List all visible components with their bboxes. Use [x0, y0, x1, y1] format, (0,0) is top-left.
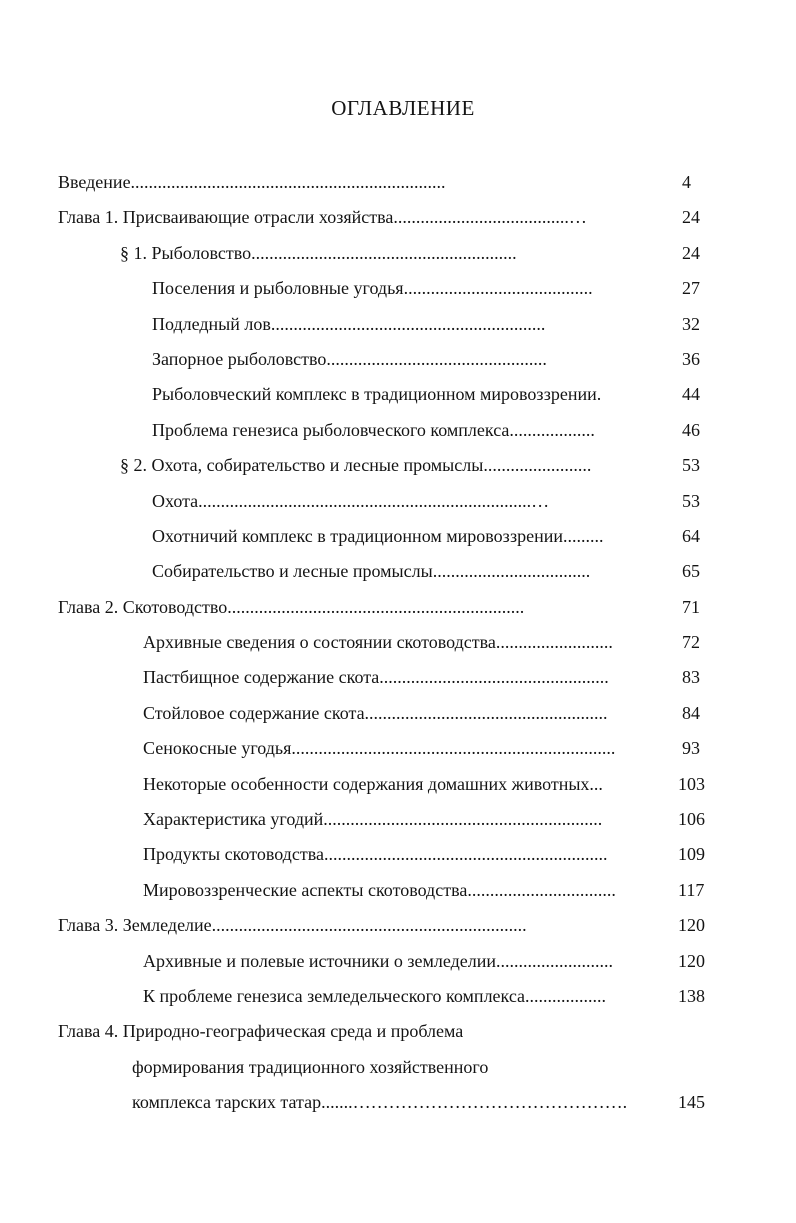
toc-entry	[0, 699, 796, 734]
toc-entry-page: 44	[682, 384, 700, 405]
toc-entry	[0, 663, 796, 698]
page-title: ОГЛАВЛЕНИЕ	[331, 96, 475, 120]
toc-entry-page: 138	[678, 985, 705, 1006]
toc-entry	[0, 947, 796, 982]
toc-entry-text: К проблеме генезиса земледельческого комплекса..................	[143, 985, 607, 1006]
toc-entry	[0, 274, 796, 309]
toc-entry-text: Глава 3. Земледелие......................................................................	[58, 915, 527, 936]
toc-entry-text: Мировоззренческие аспекты скотоводства.................................	[143, 879, 616, 900]
toc-entry-text: Стойловое содержание скота......................................................	[143, 702, 608, 723]
toc-entry-text: Архивные сведения о состоянии скотоводства..........................	[143, 632, 613, 653]
toc-entry	[0, 593, 796, 628]
toc-entry-page: 53	[682, 455, 700, 476]
toc-entry-text: Характеристика угодий..............................................................	[143, 809, 603, 830]
toc-entry-page: 27	[682, 278, 700, 299]
toc-entry-text: Глава 2. Скотоводство..................................................................	[58, 596, 525, 617]
toc-entry-text: Глава 4. Природно-географическая среда и проблема	[58, 1021, 464, 1042]
toc-entry	[0, 522, 796, 557]
toc-entry-text: Рыболовческий комплекс в традиционном мировоззрении.	[152, 384, 602, 405]
toc-entry	[0, 345, 796, 380]
toc-entry-text: Собирательство и лесные промыслы...................................	[152, 561, 591, 582]
toc-entry-page: 117	[678, 879, 705, 900]
toc-entry	[0, 239, 796, 274]
toc-entry	[0, 770, 796, 805]
toc-entry	[0, 451, 796, 486]
toc-entry-page: 4	[682, 172, 691, 192]
toc-entry	[0, 982, 796, 1017]
toc-entry-text: Поселения и рыболовные угодья..........................................	[152, 278, 593, 299]
toc-entry-page: 24	[682, 207, 700, 228]
toc-entry	[0, 734, 796, 769]
toc-entry-page: 24	[682, 242, 700, 263]
toc-entry-text: формирования традиционного хозяйственного	[132, 1056, 489, 1077]
toc-entry-text: Продукты скотоводства...............................................................	[143, 844, 608, 865]
toc-entry	[0, 840, 796, 875]
toc-entry-text: Некоторые особенности содержания домашних животных...	[143, 773, 603, 794]
table-of-contents	[0, 168, 796, 1124]
toc-entry-text: § 2. Охота, собирательство и лесные промыслы........................	[120, 455, 592, 476]
toc-entry-page: 106	[678, 809, 705, 830]
toc-entry-page: 64	[682, 525, 700, 546]
toc-entry-text: Архивные и полевые источники о земледелии..........................	[143, 950, 614, 971]
toc-entry-page: 145	[678, 1092, 705, 1113]
toc-entry	[0, 1017, 796, 1052]
toc-entry	[0, 380, 796, 415]
toc-entry-text: комплекса тарских татар.......……………………………………….	[132, 1092, 628, 1113]
toc-entry	[0, 1088, 796, 1123]
toc-entry	[0, 487, 796, 522]
toc-entry-page: 83	[682, 667, 700, 688]
toc-entry-page: 53	[682, 490, 700, 511]
toc-entry-text: Охотничий комплекс в традиционном мировоззрении.........	[152, 525, 604, 546]
toc-entry	[0, 168, 796, 203]
toc-entry	[0, 805, 796, 840]
toc-entry-page: 120	[678, 950, 705, 971]
toc-entry	[0, 911, 796, 946]
toc-entry-text: Введение......................................................................	[58, 172, 446, 192]
toc-entry-page: 93	[682, 738, 700, 759]
toc-entry-text: Проблема генезиса рыболовческого комплекса...................	[152, 419, 595, 440]
toc-entry-page: 36	[682, 348, 700, 369]
toc-entry	[0, 628, 796, 663]
toc-entry-text: Сенокосные угодья........................................................................	[143, 738, 616, 759]
toc-entry-page: 103	[678, 773, 705, 794]
toc-entry-text: § 1. Рыболовство...........................................................	[120, 242, 517, 263]
toc-entry-page: 65	[682, 561, 700, 582]
toc-entry	[0, 876, 796, 911]
toc-entry	[0, 203, 796, 238]
toc-entry	[0, 416, 796, 451]
toc-entry-text: Охота..........................................................................…	[152, 490, 550, 511]
toc-entry-page: 120	[678, 915, 705, 936]
toc-entry-page: 72	[682, 632, 700, 653]
toc-entry-text: Запорное рыболовство.................................................	[152, 348, 547, 369]
toc-entry	[0, 1053, 796, 1088]
toc-entry-text: Пастбищное содержание скота...................................................	[143, 667, 609, 688]
toc-entry	[0, 310, 796, 345]
toc-entry	[0, 557, 796, 592]
toc-entry-text: Глава 1. Присваивающие отрасли хозяйства.......................................…	[58, 207, 587, 228]
toc-entry-page: 84	[682, 702, 700, 723]
toc-entry-page: 32	[682, 313, 700, 334]
toc-entry-text: Подледный лов.............................................................	[152, 313, 546, 334]
toc-entry-page: 46	[682, 419, 700, 440]
toc-entry-page: 71	[682, 596, 700, 617]
toc-entry-page: 109	[678, 844, 705, 865]
